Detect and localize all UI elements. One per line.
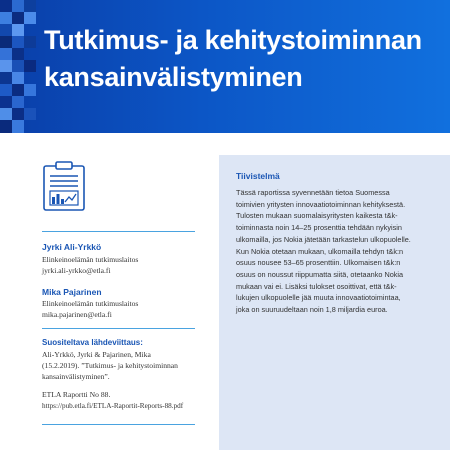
citation-line-4: ETLA Raportti No 88. bbox=[42, 390, 111, 399]
abstract-heading: Tiivistelmä bbox=[236, 171, 280, 181]
abstract-text: Tässä raportissa syvennetään tietoa Suomessa toimivien yritysten innovaatiotoiminnan kehityksestä. Tulosten mukaan suomalaisyritysten kaikesta t&k-toiminnasta noin 14–25 prosenttia tehdään nykyisin ulkomailla, jos Nokia jätetään tarkastelun ulkopuolelle. Kun Nokia otetaan mukaan, ulkomailla tehdyn t&k:n osuus nousee 53–65 prosenttiin. Ulkomaisen t&k:n osuus on noussut riippumatta siitä, otetaanko Nokia mukaan vai ei. Lisäksi tulokset osoittivat, että t&k-lukujen ulkopuolelle jää muuta innovaatiotoimintaa, joka on suuruudeltaan noin 1,8 miljardia euroa. bbox=[236, 188, 411, 315]
report-title bbox=[44, 22, 444, 96]
author-1-email: jyrki.ali-yrkko@etla.fi bbox=[42, 266, 111, 275]
citation-line-3: kansainvälistyminen”. bbox=[42, 372, 110, 381]
header-banner bbox=[0, 0, 450, 133]
report-chart-icon bbox=[42, 160, 86, 212]
title-line-1: Tutkimus- ja kehitystoiminnan bbox=[44, 25, 422, 55]
author-1-org: Elinkeinoelämän tutkimuslaitos bbox=[42, 255, 139, 264]
citation-url: https://pub.etla.fi/ETLA-Raportit-Reports-88.pdf bbox=[42, 402, 184, 410]
author-2-org: Elinkeinoelämän tutkimuslaitos bbox=[42, 299, 139, 308]
citation-heading: Suositeltava lähdeviittaus: bbox=[42, 338, 143, 347]
citation-line-2: (15.2.2019). ”Tutkimus- ja kehitystoiminnan bbox=[42, 361, 178, 370]
author-1-name: Jyrki Ali-Yrkkö bbox=[42, 242, 102, 252]
citation-line-1: Ali-Yrkkö, Jyrki & Pajarinen, Mika bbox=[42, 350, 151, 359]
divider-2 bbox=[42, 328, 195, 329]
divider-1 bbox=[42, 231, 195, 232]
author-2-name: Mika Pajarinen bbox=[42, 287, 102, 297]
author-2-email: mika.pajarinen@etla.fi bbox=[42, 310, 112, 319]
divider-3 bbox=[42, 424, 195, 425]
title-line-2: kansainvälistyminen bbox=[44, 62, 303, 92]
